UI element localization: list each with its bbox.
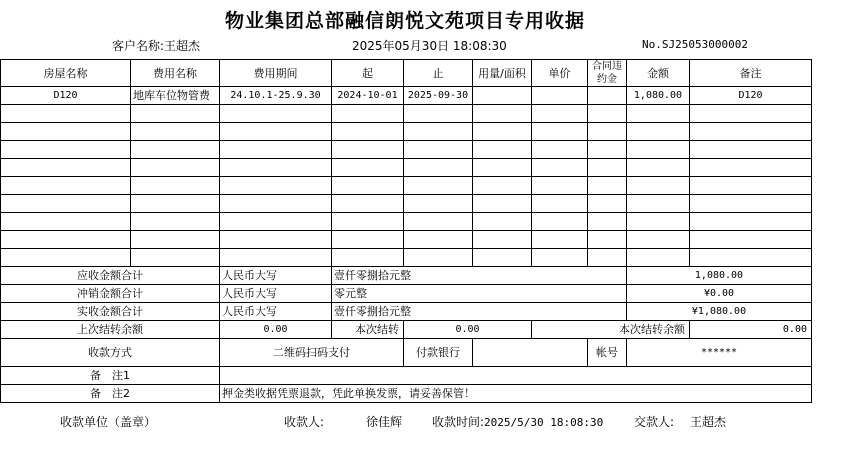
account-label: 帐号 (588, 339, 627, 367)
header-end: 止 (404, 60, 473, 87)
note2-value: 押金类收据凭票退款，凭此单换发票，请妥善保管！ (220, 385, 812, 403)
receivable-cap-label: 人民币大写 (220, 267, 332, 285)
cell-start: 2024-10-01 (332, 87, 404, 105)
header-fee-name: 费用名称 (131, 60, 220, 87)
this-balance-label: 本次结转余额 (532, 321, 690, 339)
payment-bank-label: 付款银行 (404, 339, 473, 367)
customer-name: 王超杰 (164, 39, 201, 53)
receivable-total-row (1, 267, 812, 285)
actual-total-row (1, 303, 812, 321)
actual-amount: ¥1,080.00 (627, 303, 812, 321)
note1-row (1, 367, 812, 385)
account-value: ****** (627, 339, 812, 367)
header-usage: 用量/面积 (473, 60, 532, 87)
receivable-amount: 1,080.00 (627, 267, 812, 285)
note1-label: 备 注1 (1, 367, 220, 385)
offset-cap-label: 人民币大写 (220, 285, 332, 303)
offset-total-row (1, 285, 812, 303)
offset-label: 冲销金额合计 (1, 285, 220, 303)
cell-period: 24.10.1-25.9.30 (220, 87, 332, 105)
receipt-table (0, 59, 812, 403)
payer-name: 王超杰 (690, 415, 727, 429)
payment-method-label: 收款方式 (1, 339, 220, 367)
this-transfer-label: 本次结转 (332, 321, 404, 339)
note2-label: 备 注2 (1, 385, 220, 403)
payer-label: 交款人: (634, 415, 675, 429)
receiver-name: 徐佳辉 (366, 415, 403, 429)
receipt-number: No.SJ25053000002 (642, 38, 748, 51)
balance-row (1, 321, 812, 339)
cell-end: 2025-09-30 (404, 87, 473, 105)
collect-time-value: 2025/5/30 18:08:30 (484, 416, 604, 429)
cell-house: D120 (1, 87, 131, 105)
receipt-datetime: 2025年05月30日 18:08:30 (352, 39, 507, 53)
offset-amount: ¥0.00 (627, 285, 812, 303)
collecting-unit-label: 收款单位（盖章） (60, 415, 157, 429)
receivable-label: 应收金额合计 (1, 267, 220, 285)
cell-unit-price (532, 87, 588, 105)
prev-balance-label: 上次结转余额 (1, 321, 220, 339)
note2-row (1, 385, 812, 403)
this-balance-value: 0.00 (690, 321, 812, 339)
payment-method-value: 二维码扫码支付 (220, 339, 404, 367)
table-header-row (1, 60, 812, 87)
this-transfer-value: 0.00 (404, 321, 532, 339)
receiver-label: 收款人: (284, 415, 325, 429)
collect-time-label: 收款时间: (432, 415, 485, 429)
customer-label: 客户名称: (112, 39, 165, 53)
empty-row (1, 123, 812, 141)
cell-penalty (588, 87, 627, 105)
table-row (1, 87, 812, 105)
receipt-title: 物业集团总部融信朗悦文苑项目专用收据 (224, 10, 585, 32)
customer-info (112, 37, 200, 54)
cell-amount: 1,080.00 (627, 87, 690, 105)
empty-row (1, 249, 812, 267)
header-unit-price: 单价 (532, 60, 588, 87)
note1-value (220, 367, 812, 385)
empty-row (1, 159, 812, 177)
empty-row (1, 213, 812, 231)
empty-row (1, 177, 812, 195)
empty-row (1, 105, 812, 123)
payment-row (1, 339, 812, 367)
empty-row (1, 141, 812, 159)
cell-usage (473, 87, 532, 105)
header-house: 房屋名称 (1, 60, 131, 87)
prev-balance-value: 0.00 (220, 321, 332, 339)
collect-time (432, 413, 603, 430)
actual-cap-value: 壹仟零捌拾元整 (332, 303, 627, 321)
receivable-cap-value: 壹仟零捌拾元整 (332, 267, 627, 285)
header-remark: 备注 (690, 60, 812, 87)
header-start: 起 (332, 60, 404, 87)
header-amount: 金额 (627, 60, 690, 87)
header-period: 费用期间 (220, 60, 332, 87)
actual-label: 实收金额合计 (1, 303, 220, 321)
offset-cap-value: 零元整 (332, 285, 627, 303)
cell-fee-name: 地库车位物管费 (131, 87, 220, 105)
payment-bank-value (473, 339, 588, 367)
empty-row (1, 195, 812, 213)
empty-row (1, 231, 812, 249)
header-penalty: 合同违约金 (588, 60, 627, 87)
cell-remark: D120 (690, 87, 812, 105)
actual-cap-label: 人民币大写 (220, 303, 332, 321)
